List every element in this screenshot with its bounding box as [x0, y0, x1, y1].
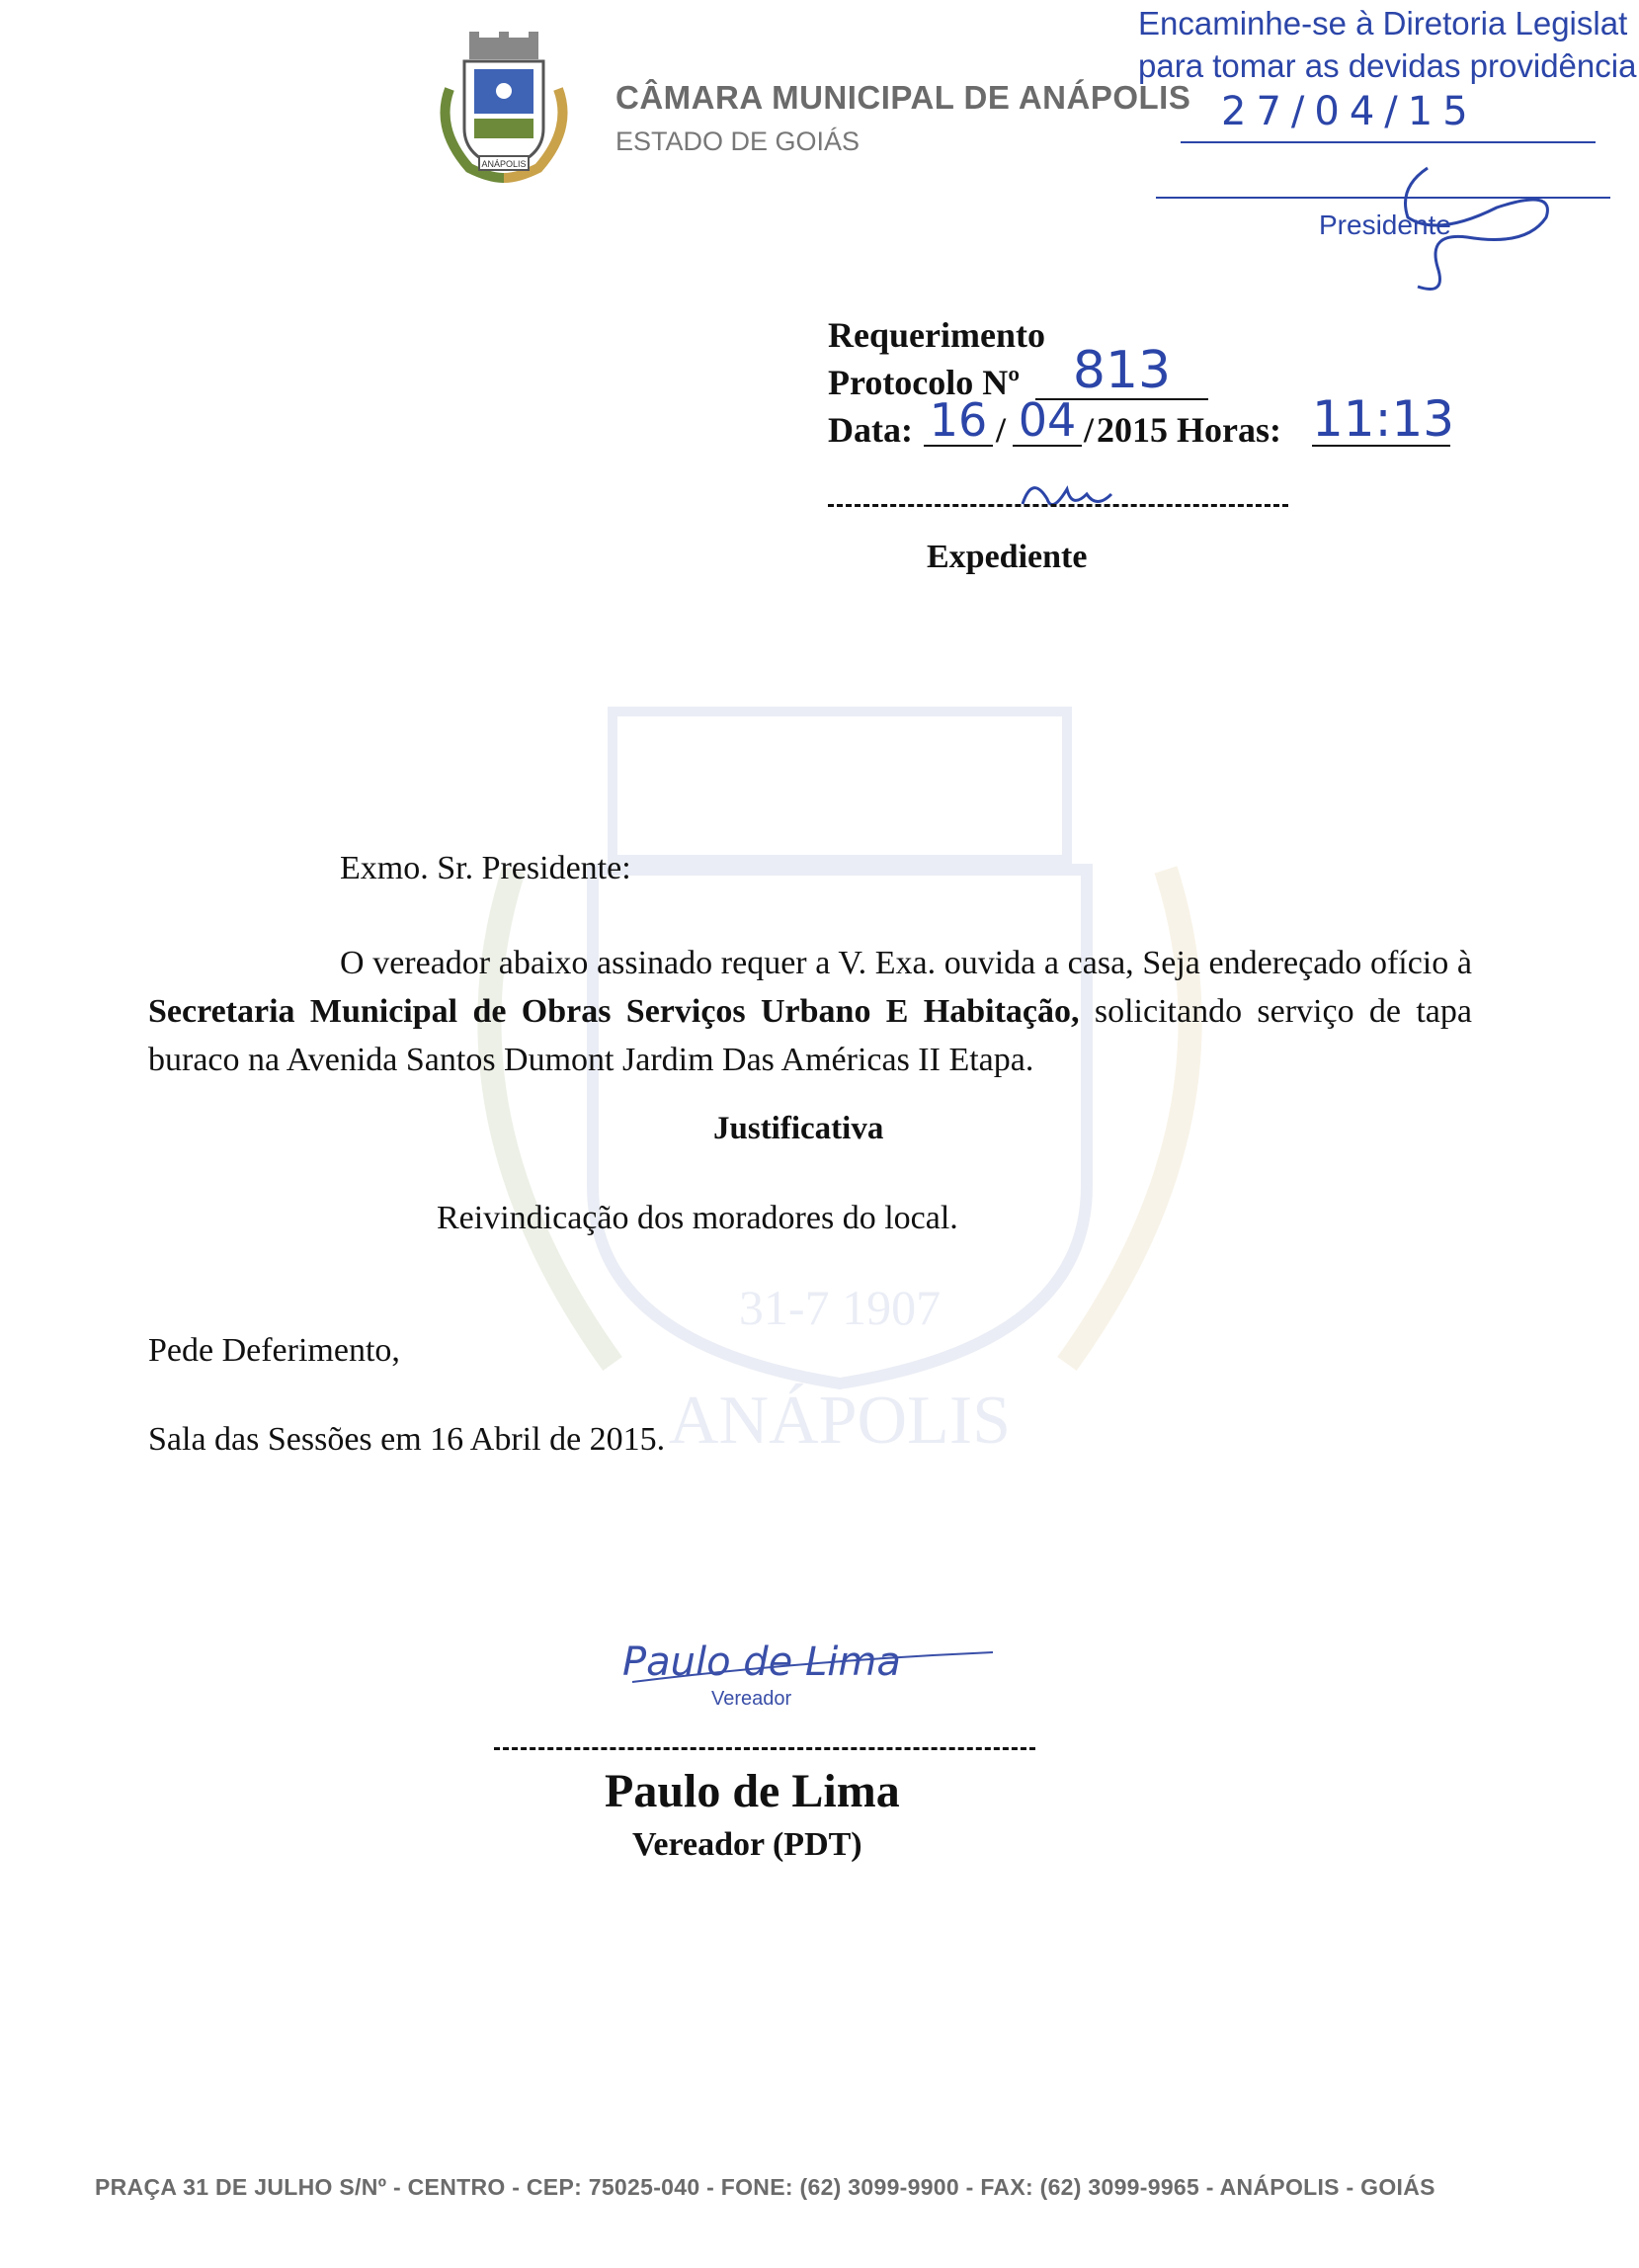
request-paragraph: [148, 939, 1472, 1084]
clerk-initials-signature: [1013, 464, 1131, 524]
date-label: Data:: [828, 410, 913, 450]
signatory-name: Paulo de Lima: [605, 1765, 900, 1817]
watermark-city: ANÁPOLIS: [668, 1383, 1012, 1459]
signature-line: [494, 1747, 1035, 1750]
stamp-divider: [1181, 141, 1596, 143]
forwarding-stamp-line1: Encaminhe-se à Diretoria Legislat: [1138, 5, 1628, 42]
crest-label: ANÁPOLIS: [481, 159, 527, 169]
forwarding-stamp-date: 27/04/15: [1221, 89, 1478, 134]
section-label: Expediente: [927, 539, 1088, 575]
request-text-end: solicitando serviço de tapa buraco na Avenida Santos Dumont Jardim Das Américas II Etapa.: [148, 993, 1472, 1078]
footer-address: PRAÇA 31 DE JULHO S/Nº - CENTRO - CEP: 75025-040 - FONE: (62) 3099-9900 - FAX: (62) 3099-9965 - ANÁPOLIS - GOIÁS: [95, 2174, 1435, 2200]
forwarding-stamp-line2: para tomar as devidas providência: [1138, 47, 1637, 84]
protocol-time: 11:13: [1312, 390, 1455, 448]
protocol-divider: [828, 504, 1288, 507]
hours-label: Horas:: [1177, 410, 1281, 450]
date-year-and-hours-label: [1097, 409, 1281, 451]
request-text-start: O vereador abaixo assinado requer a V. Exa. ouvida a casa, Seja endereçado ofício à: [340, 945, 1472, 981]
councilor-signature-stamp: [613, 1631, 998, 1720]
date-separator: /: [996, 410, 1007, 450]
president-signature: [1299, 148, 1566, 306]
watermark-dates: 31-7 1907: [738, 1280, 942, 1335]
date-day: 16: [924, 395, 993, 447]
date-separator: /: [1084, 410, 1095, 450]
municipal-crest-logo: [430, 30, 578, 188]
state-name: ESTADO DE GOIÁS: [615, 126, 860, 156]
forwarding-stamp-role: Presidente: [1319, 210, 1451, 240]
place-and-date: Sala das Sessões em 16 Abril de 2015.: [148, 1421, 666, 1458]
document-type: Requerimento: [828, 315, 1045, 355]
justification-text: Reivindicação dos moradores do local.: [437, 1200, 958, 1236]
date-year: 2015: [1097, 410, 1168, 450]
greeting: Exmo. Sr. Presidente:: [340, 850, 631, 886]
signature-stamp-role: Vereador: [711, 1688, 792, 1710]
request-recipient: Secretaria Municipal de Obras Serviços Urbano E Habitação,: [148, 993, 1080, 1030]
closing: Pede Deferimento,: [148, 1332, 400, 1369]
signatory-role: Vereador (PDT): [632, 1826, 862, 1863]
justification-title: Justificativa: [713, 1111, 884, 1146]
protocol-number: 813: [1035, 344, 1208, 400]
institution-name: CÂMARA MUNICIPAL DE ANÁPOLIS: [615, 79, 1191, 116]
signature-stamp-name: Paulo de Lima: [622, 1639, 901, 1685]
date-month: 04: [1013, 395, 1082, 447]
protocol-label: Protocolo Nº: [828, 363, 1021, 402]
